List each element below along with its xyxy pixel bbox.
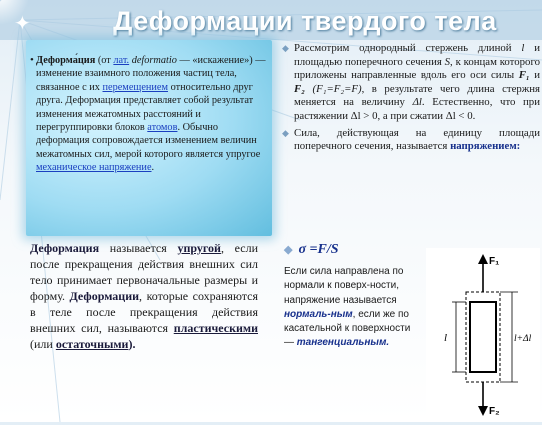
symbol-l: l	[521, 42, 525, 54]
text-span: — «искажение») — изменение взаимного положения частиц тела, связанное с их	[36, 55, 266, 93]
definition-text	[30, 54, 266, 175]
term-residual: остаточными	[55, 337, 129, 351]
text-span: , если после прекращения действия внешних сил тело принимает первоначальные размеры и форму.	[30, 241, 258, 303]
text-span: .	[151, 162, 155, 174]
rod-original	[470, 302, 496, 372]
term-stress: напряжением:	[450, 140, 521, 153]
stress-types-text	[284, 265, 414, 351]
label-l: l	[444, 332, 448, 344]
svg-text:✦: ✦	[14, 11, 31, 35]
definition-box	[26, 40, 272, 236]
rod-stretched	[466, 292, 500, 382]
equation-forces: (F₁=F₂=F)	[304, 82, 362, 95]
term-deformations-bold: Деформации	[69, 289, 140, 303]
text-span: Сила, действующая на единицу площади поперечного сечения, называется	[294, 126, 540, 153]
text-span: Если сила направлена по нормали к поверх-ности, напряжение называется	[284, 266, 404, 306]
link-displacement[interactable]: перемещением	[102, 81, 168, 93]
bullet-icon: ◆	[282, 43, 289, 53]
text-span: , в результате чего длина стержня меняется на величину	[294, 82, 540, 109]
term-tangential: тангенциальным.	[296, 337, 390, 349]
text-span: (от	[95, 55, 114, 66]
rod-diagram-svg	[426, 248, 540, 420]
symbol-delta-l: Δl	[412, 96, 422, 109]
bullet-icon: •	[30, 54, 34, 66]
label-l-plus-dl: l+Δl	[514, 334, 532, 344]
text-span: . Естественно, что при растяжении Δl > 0, а при сжатии Δl < 0.	[294, 96, 540, 122]
link-mechanical-stress[interactable]: механическое напряжение	[36, 162, 152, 174]
text-span: , которые сохраняются в теле после прекращения действия внешних сил, называются	[30, 289, 258, 335]
term-elastic: упругой	[177, 241, 221, 255]
list-item	[282, 42, 540, 124]
text-span: называется	[99, 241, 178, 255]
rod-diagram	[426, 248, 540, 420]
bullet-icon: ◆	[284, 244, 293, 256]
arrow-down-head-icon	[478, 406, 488, 416]
term-plastic: пластическими	[173, 321, 258, 335]
text-span: , к концам которого приложены направленные вдоль его оси силы	[294, 55, 540, 82]
symbol-F1: F₁	[518, 69, 530, 82]
text-span: (или	[30, 337, 56, 351]
list-item	[282, 126, 540, 154]
text-span: и	[529, 69, 540, 82]
label-F2: F₂	[489, 406, 500, 417]
symbol-S: S	[444, 55, 451, 68]
label-F1: F₁	[489, 256, 500, 267]
text-span: . Обычно деформация сопровождается изменением величин межатомных сил, мерой которого является упругое	[36, 122, 261, 160]
latin-word: deformatio	[129, 55, 177, 66]
slide-title: Деформации твердого тела	[113, 6, 497, 36]
formula-text: σ =F/S	[298, 242, 339, 257]
link-latin[interactable]: лат.	[113, 55, 130, 66]
text-span: относительно друг друга. Деформация представляет собой результат изменения межатомных расстояний и перегруппировки блоков	[36, 81, 254, 134]
rod-description	[282, 42, 540, 157]
arrow-up-head-icon	[478, 254, 488, 264]
text-span: ).	[128, 337, 136, 351]
symbol-F2: F₂	[294, 82, 305, 95]
text-span: Рассмотрим однородный стержень длиной	[294, 42, 522, 54]
term-normal: нормаль-ным	[284, 308, 353, 320]
text-span: и площадью поперечного сечения	[294, 42, 540, 68]
elastic-plastic-paragraph	[30, 240, 258, 352]
text-span: , если же по касательной к поверхности —	[284, 308, 411, 349]
bullet-icon: ◆	[282, 127, 289, 138]
term-deformation-bold: Деформация	[30, 241, 100, 255]
stress-formula	[284, 242, 339, 258]
link-atoms[interactable]: атомов	[147, 122, 178, 134]
term-deformation: Деформа́ция	[36, 55, 96, 66]
